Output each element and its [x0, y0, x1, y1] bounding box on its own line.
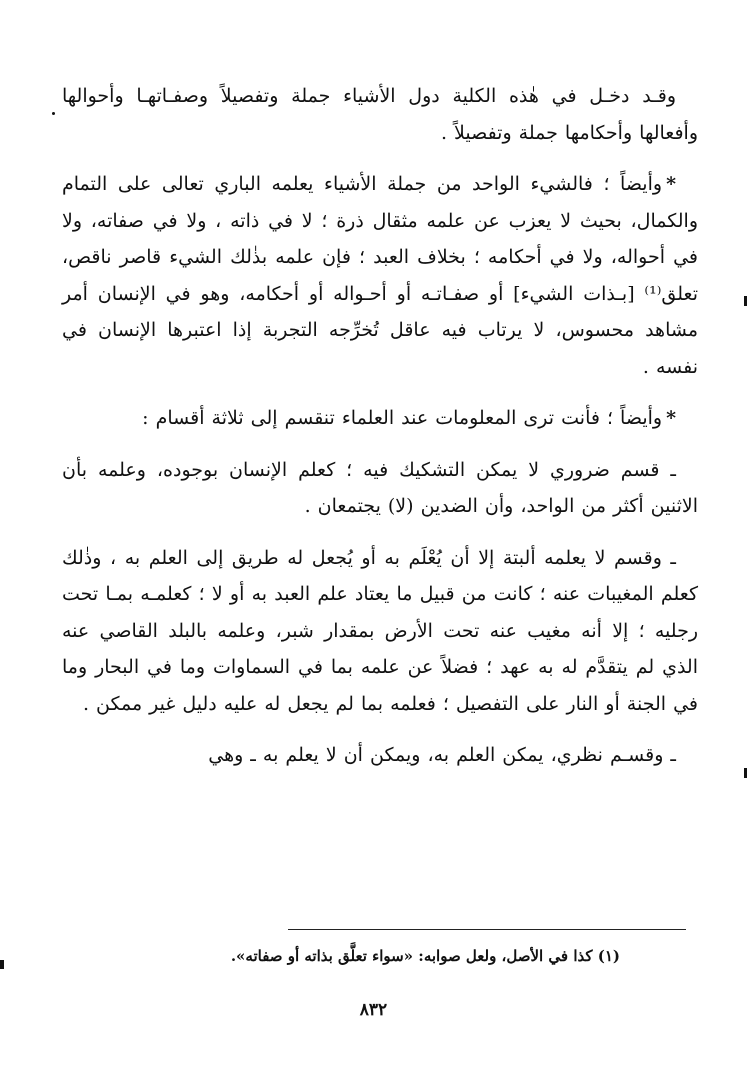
paragraph-6-text: ـ وقسـم نظري، يمكن العلم به، ويمكن أن لا يعلم به ـ وهي — [208, 744, 676, 766]
paragraph-2-text: وأيضاً ؛ فالشيء الواحد من جملة الأشياء يعلمه الباري تعالى على التمام والكمال، بحيث لا يعزب عن علمه مثقال ذرة ؛ لا في ذاته ، ولا في صفاته، ولا في أحواله، ولا في أحكامه ؛ بخلاف العبد ؛ فإن علمه بذٰلك الشيء قاصر ناقص، تعلق⁽¹⁾ [بـذات الشيء] أو صفـاتـه أو أحـواله أو أحكامه، وهو في الإنسان أمر مشاهد محسوس، لا يرتاب فيه عاقل تُخرِّجه التجربة إذا اعتبرها الإنسان في نفسه . — [62, 173, 698, 378]
footnote-separator — [288, 929, 686, 930]
paragraph-3 — [62, 400, 698, 437]
paragraph-6 — [62, 737, 698, 774]
scan-edge-mark — [0, 960, 4, 969]
footnote: (١) كذا في الأصل، ولعل صوابه: «سواء تعلَّق بذاته أو صفاته». — [230, 947, 620, 965]
scan-speck — [52, 112, 55, 115]
paragraph-3-text: وأيضاً ؛ فأنت ترى المعلومات عند العلماء تنقسم إلى ثلاثة أقسام : — [142, 407, 663, 429]
star-bullet-2: * — [666, 407, 676, 429]
paragraph-2 — [62, 166, 698, 385]
paragraph-1 — [62, 78, 698, 151]
paragraph-5 — [62, 540, 698, 723]
star-bullet-1: * — [666, 173, 676, 195]
page-number: ٨٣٢ — [359, 1000, 388, 1020]
paragraph-1-text: وقـد دخـل في هٰذه الكلية دول الأشياء جملة وتفصيلاً وصفـاتهـا وأحوالها وأفعالها وأحكامها جملة وتفصيلاً . — [62, 85, 698, 144]
paragraph-5-text: ـ وقسم لا يعلمه ألبتة إلا أن يُعْلَم به أو يُجعل له طريق إلى العلم به ، وذٰلك كعلم المغيبات عنه ؛ كانت من قبيل ما يعتاد علم العبد به أو لا ؛ كعلمـه بمـا تحت رجليه ؛ إلا أنه مغيب عنه تحت الأرض بمقدار شبر، وعلمه بالبلد القاصي عنه الذي لم يتقدَّم له به عهد ؛ فضلاً عن علمه بما في السماوات وما في البحار وما في الجنة أو النار على التفصيل ؛ فعلمه بما لم يجعل له عليه دليل غير ممكن . — [62, 546, 698, 715]
paragraph-4 — [62, 452, 698, 525]
main-text — [62, 78, 698, 789]
paragraph-4-text: ـ قسم ضروري لا يمكن التشكيك فيه ؛ كعلم الإنسان بوجوده، وعلمه بأن الاثنين أكثر من الواحد، وأن الضدين (لا) يجتمعان . — [62, 458, 698, 517]
